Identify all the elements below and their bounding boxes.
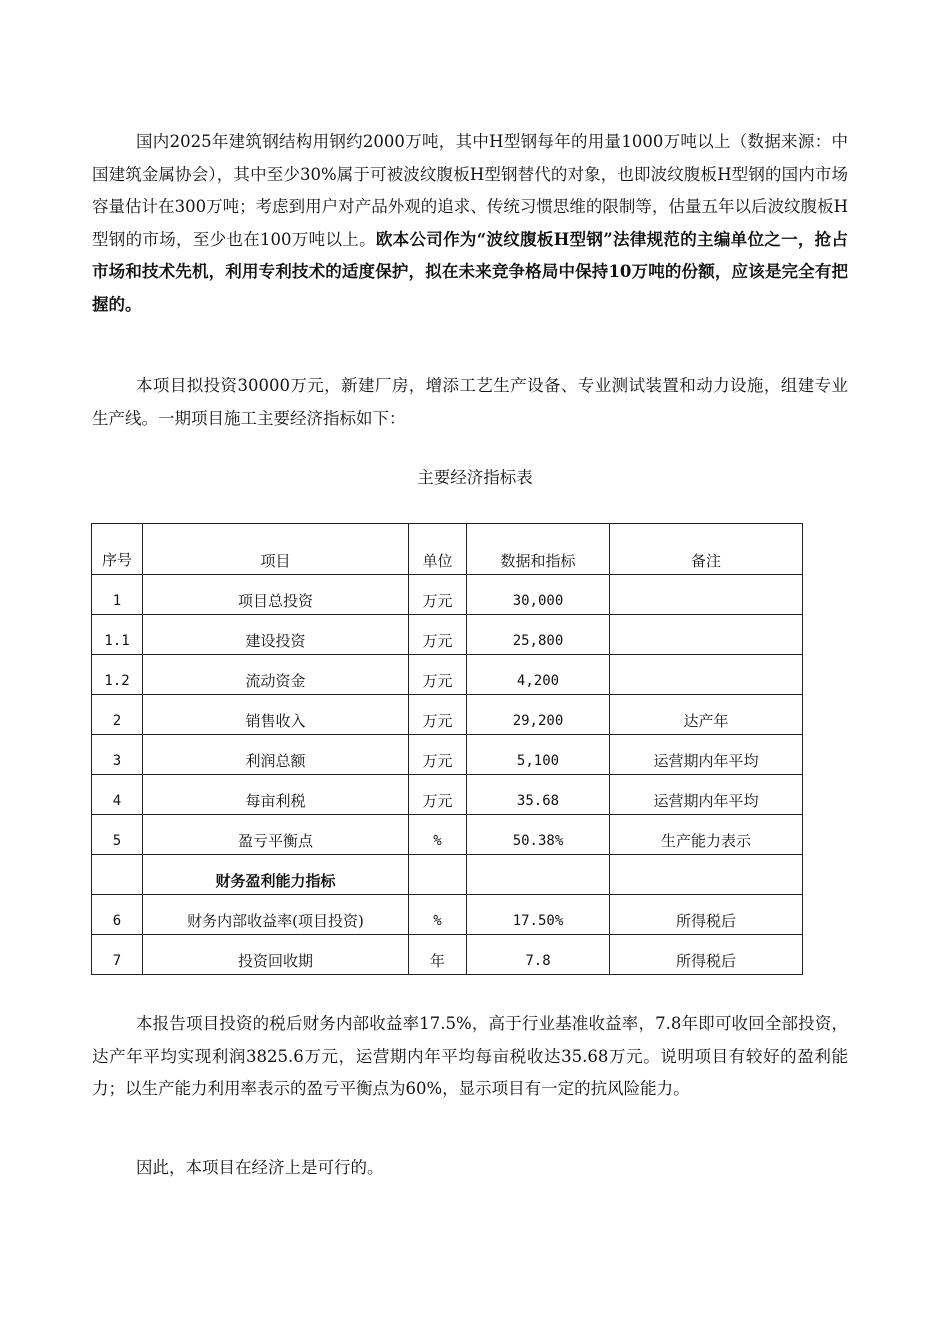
table-row [92,655,803,695]
cell-value: 29,200 [467,695,610,735]
cell-value: 4,200 [467,655,610,695]
table-row [92,735,803,775]
cell-unit [409,855,467,895]
cell-unit: 万元 [409,735,467,775]
cell-unit: 万元 [409,655,467,695]
cell-note: 运营期内年平均 [610,775,803,815]
cell-item: 流动资金 [143,655,409,695]
table-section-row [92,855,803,895]
table-row [92,935,803,975]
cell-note: 运营期内年平均 [610,735,803,775]
cell-seq: 4 [92,775,143,815]
table-row [92,775,803,815]
cell-seq: 6 [92,895,143,935]
cell-note [610,655,803,695]
cell-note: 所得税后 [610,935,803,975]
cell-seq [92,855,143,895]
cell-unit: 万元 [409,575,467,615]
table-row [92,575,803,615]
cell-unit: 万元 [409,615,467,655]
cell-note: 所得税后 [610,895,803,935]
cell-item: 利润总额 [143,735,409,775]
cell-note [610,855,803,895]
cell-seq: 1.2 [92,655,143,695]
section-title: 财务盈利能力指标 [143,855,409,895]
header-value: 数据和指标 [467,524,610,575]
cell-value: 25,800 [467,615,610,655]
cell-seq: 5 [92,815,143,855]
cell-seq: 3 [92,735,143,775]
cell-unit: 万元 [409,775,467,815]
header-item: 项目 [143,524,409,575]
feasibility-paragraph: 因此，本项目在经济上是可行的。 [136,1158,384,1177]
cell-item: 销售收入 [143,695,409,735]
cell-item: 投资回收期 [143,935,409,975]
cell-note: 达产年 [610,695,803,735]
cell-unit: 年 [409,935,467,975]
cell-note [610,575,803,615]
cell-value [467,855,610,895]
cell-seq: 2 [92,695,143,735]
cell-note: 生产能力表示 [610,815,803,855]
cell-unit: % [409,895,467,935]
market-paragraph [92,126,848,321]
table-caption: 主要经济指标表 [417,468,533,487]
cell-item: 项目总投资 [143,575,409,615]
table-row [92,695,803,735]
market-bold-text: 欧本公司作为“波纹腹板H型钢”法律规范的主编单位之一，抢占市场和技术先机，利用专利技术的适度保护，拟在未来竞争格局中保持10万吨的份额，应该是完全有把握的。 [92,229,848,314]
cell-value: 30,000 [467,575,610,615]
cell-value: 17.50% [467,895,610,935]
cell-value: 5,100 [467,735,610,775]
table-header-row [92,524,803,575]
cell-item: 财务内部收益率(项目投资) [143,895,409,935]
cell-unit: % [409,815,467,855]
cell-value: 7.8 [467,935,610,975]
header-seq: 序号 [92,524,143,575]
investment-paragraph: 本项目拟投资30000万元，新建厂房，增添工艺生产设备、专业测试装置和动力设施，组建专业生产线。一期项目施工主要经济指标如下： [92,376,848,428]
cell-value: 50.38% [467,815,610,855]
cell-value: 35.68 [467,775,610,815]
table-row [92,815,803,855]
cell-seq: 1.1 [92,615,143,655]
economic-indicators-table [91,523,803,975]
cell-item: 盈亏平衡点 [143,815,409,855]
cell-item: 每亩利税 [143,775,409,815]
table-row [92,895,803,935]
cell-seq: 1 [92,575,143,615]
cell-seq: 7 [92,935,143,975]
cell-item: 建设投资 [143,615,409,655]
cell-note [610,615,803,655]
cell-unit: 万元 [409,695,467,735]
table-row [92,615,803,655]
market-text: 国内2025年建筑钢结构用钢约2000万吨，其中H型钢每年的用量1000万吨以上（数据来源：中国建筑金属协会），其中至少30%属于可被波纹腹板H型钢替代的对象，也即波纹腹板H型钢的国内市场容量估计在300万吨；考虑到用户对产品外观的追求、传统习惯思维的限制等，估量五年以后波纹腹板H型钢的市场，至少也在100万吨以上。 [92,132,848,249]
header-note: 备注 [610,524,803,575]
header-unit: 单位 [409,524,467,575]
conclusion-paragraph: 本报告项目投资的税后财务内部收益率17.5%，高于行业基准收益率，7.8年即可收回全部投资，达产年平均实现利润3825.6万元，运营期内年平均每亩税收达35.68万元。说明项目有较好的盈利能力；以生产能力利用率表示的盈亏平衡点为60%，显示项目有一定的抗风险能力。 [92,1014,848,1098]
